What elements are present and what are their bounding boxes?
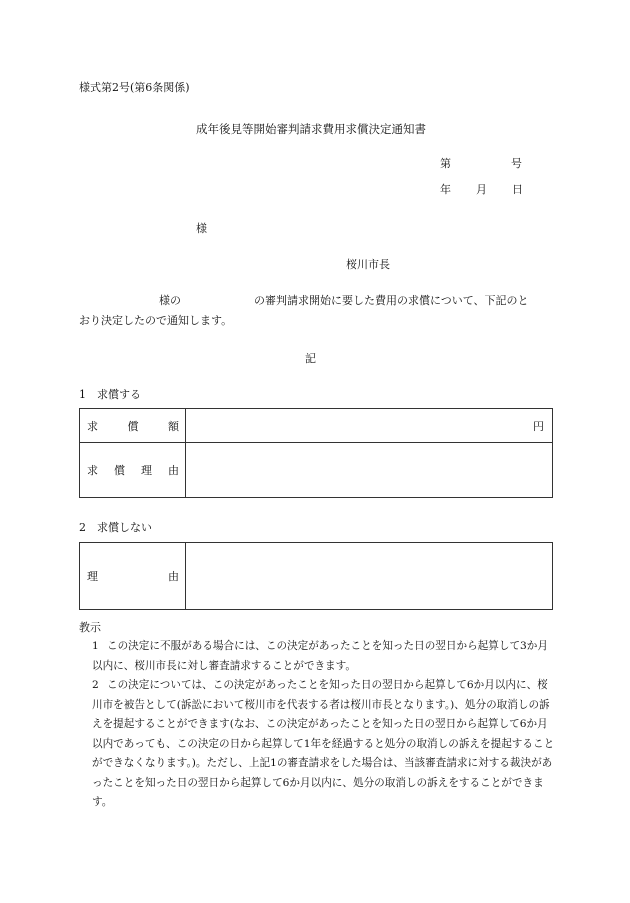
section-1-table — [79, 408, 553, 498]
document-number — [440, 155, 522, 171]
no-reimbursement-reason-value — [186, 543, 553, 610]
no-reimbursement-reason-row — [80, 543, 553, 610]
reason-label-char: 求 — [87, 464, 98, 477]
body-line-1 — [159, 292, 529, 308]
amount-row — [80, 409, 553, 443]
section-2-heading: 2 求償しない — [79, 521, 152, 534]
reason-label-char: 理 — [87, 570, 98, 583]
amount-label — [80, 409, 186, 443]
doc-no-prefix: 第 — [440, 157, 451, 170]
notice-item — [79, 676, 555, 813]
reason-value-cell — [186, 443, 553, 498]
notice-item-text: この決定については、この決定があったことを知った日の翌日から起算して6か月以内に、桜川市を被告として(訴訟において桜川市を代表する者は桜川市長となります。)、処分の取消しの訴えを提起することができます(なお、この決定があったことを知った日の翌日から起算して6か月以内であっても、この決定の日から起算して1年を経過すると処分の取消しの訴えを提起することができなくなります。)。ただし、上記1の審査請求をした場合は、当該審査請求に対する裁決があったことを知った日の翌日から起算して6か月以内に、処分の取消しの訴えをすることができます。 — [92, 679, 555, 808]
body-line-1-rest: の審判請求開始に要した費用の求償について、下記のと — [254, 294, 529, 307]
amount-label-char: 求 — [87, 419, 98, 433]
reason-label-char: 理 — [141, 464, 152, 477]
doc-no-suffix: 号 — [511, 157, 522, 170]
amount-value-cell — [186, 409, 553, 443]
reason-row — [80, 443, 553, 498]
ki-heading: 記 — [305, 352, 316, 365]
reason-label — [80, 443, 186, 498]
notice-item-number: 2 — [92, 679, 99, 691]
notice-item-number: 1 — [92, 640, 99, 652]
body-sama: 様の — [159, 294, 181, 307]
form-number: 様式第2号(第6条関係) — [79, 81, 190, 94]
reason-label-char: 由 — [168, 464, 179, 477]
notice-list — [79, 637, 555, 813]
document-title: 成年後見等開始審判請求費用求償決定通知書 — [196, 122, 426, 136]
date-month: 月 — [476, 183, 487, 196]
notice-item-text: この決定に不服がある場合には、この決定があったことを知った日の翌日から起算して3か月以内に、桜川市長に対し審査請求することができます。 — [92, 640, 548, 672]
notice-title: 教示 — [79, 621, 101, 634]
addressee-sama: 様 — [196, 222, 207, 235]
date-day: 日 — [512, 183, 523, 196]
reason-label-char: 償 — [114, 464, 125, 477]
body-line-2: おり決定したので通知します。 — [79, 314, 233, 327]
no-reimbursement-reason-label — [80, 543, 186, 610]
section-1-heading: 1 求償する — [79, 388, 141, 401]
amount-label-char: 額 — [168, 419, 179, 433]
section-2-table — [79, 542, 553, 610]
amount-label-char: 償 — [127, 419, 139, 433]
issuer-name: 桜川市長 — [346, 258, 390, 271]
notice-item — [79, 637, 555, 676]
reason-label-char: 由 — [168, 570, 179, 583]
document-date — [440, 181, 523, 197]
date-year: 年 — [440, 183, 451, 196]
amount-unit: 円 — [533, 419, 544, 433]
